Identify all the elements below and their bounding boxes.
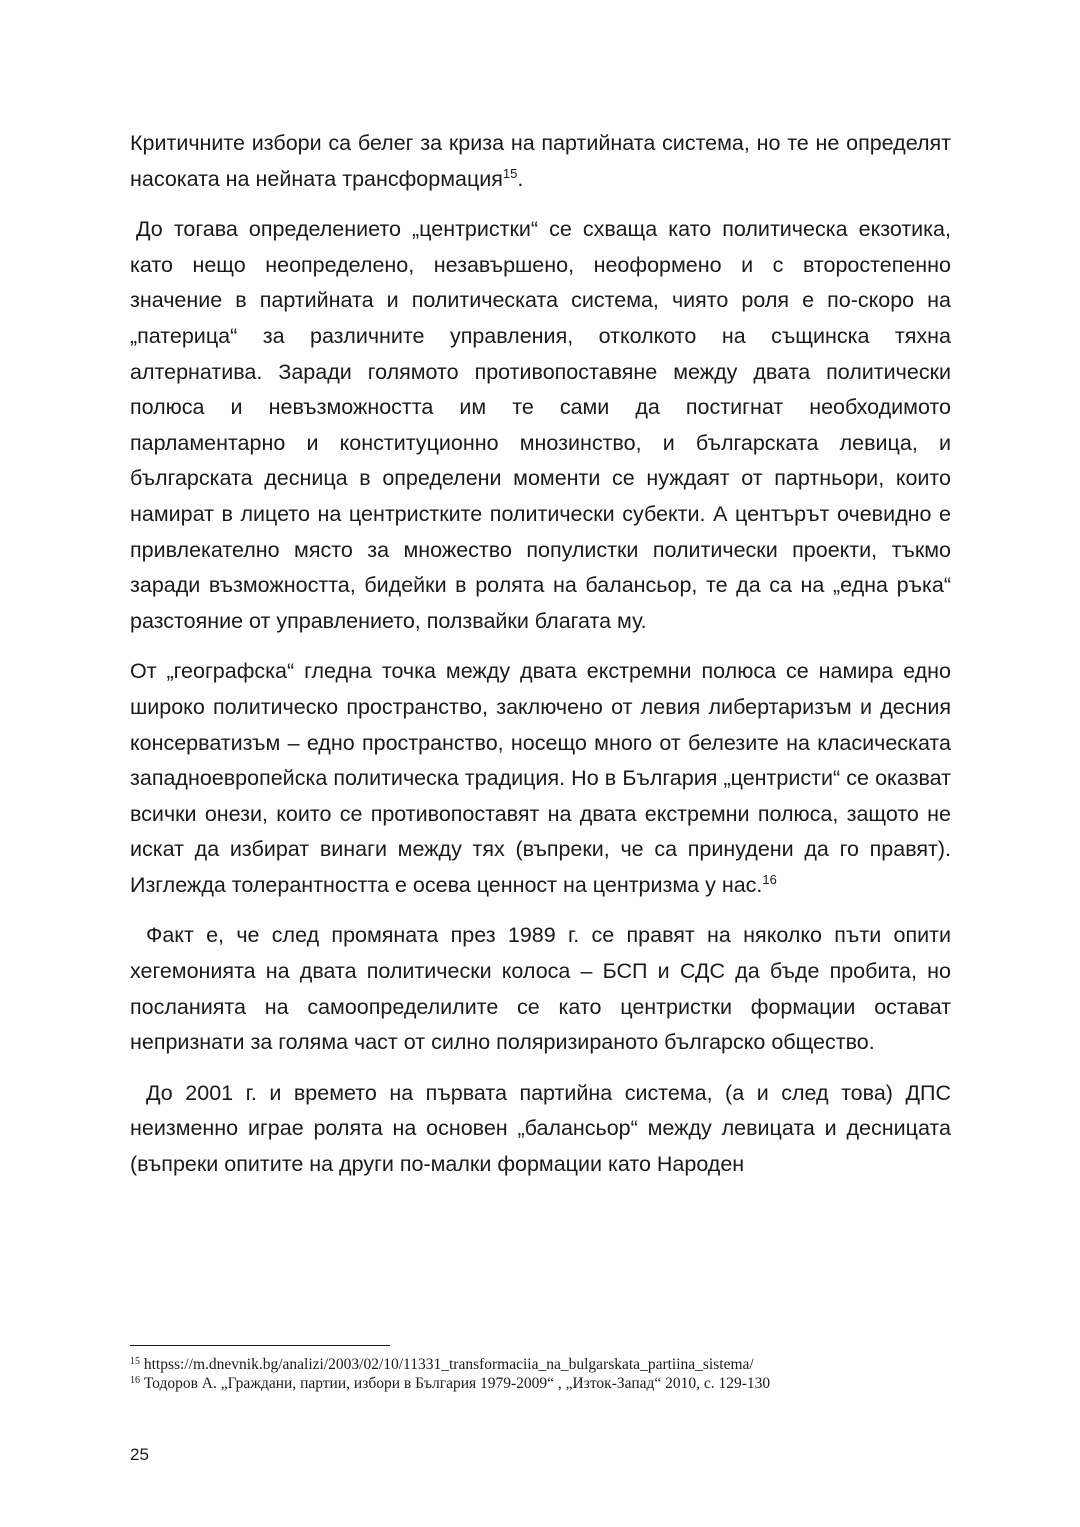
paragraph-1 — [130, 126, 951, 197]
footnote-15 — [130, 1355, 951, 1374]
paragraph-3-text: От „географска“ гледна точка между двата екстремни полюса се намира едно широко политическо пространство, заключено от левия либертаризъм и десния консерватизъм – едно пространство, носещо много от белезите на класическата западноевропейска политическа традиция. Но в България „центристи“ се оказват всички онези, които се противопоставят на двата екстремни полюса, защото не искат да избират винаги между тях (въпреки, че са принудени да го правят). Изглежда толерантността е осева ценност на центризма у нас. — [130, 659, 951, 897]
paragraph-1-text: Критичните избори са белег за криза на партийната система, но те не определят насоката на нейната трансформация — [130, 131, 951, 191]
footnote-number: 16 — [130, 1375, 140, 1386]
page-number: 25 — [130, 1445, 149, 1464]
paragraph-4-text: Факт е, че след промяната през 1989 г. се правят на няколко пъти опити хегемонията на двата политически колоса – БСП и СДС да бъде пробита, но посланията на самоопределилите се като центристки формации остават непризнати за голяма част от силно поляризираното българско общество. — [130, 923, 951, 1055]
paragraph-5 — [130, 1076, 951, 1183]
paragraph-2 — [130, 212, 951, 639]
footnote-text: httpss://m.dnevnik.bg/analizi/2003/02/10/11331_transformaciia_na_bulgarskata_partiina_sistema/ — [140, 1356, 754, 1373]
footnote-ref-15: 15 — [502, 165, 518, 181]
paragraph-2-text: До тогава определението „центристки“ се схваща като политическа екзотика, като нещо неопределено, незавършено, неоформено и с второстепенно значение в партийната и политическата система, чиято роля е по-скоро на „патерица“ за различните управления, отколкото на същинска тяхна алтернатива. Заради голямото противопоставяне между двата политически полюса и невъзможността им те сами да постигнат необходимото парламентарно и конституционно мнозинство, и българската левица, и българската десница в определени моменти се нуждаят от партньори, които намират в лицето на центристките политически субекти. А центърът очевидно е привлекателно място за множество популистки политически проекти, тъкмо заради възможността, бидейки в ролята на балансьор, те да са на „една ръка“ разстояние от управлението, ползвайки благата му. — [130, 217, 951, 633]
paragraph-5-text: До 2001 г. и времето на първата партийна система, (а и след това) ДПС неизменно играе ролята на основен „балансьор“ между левицата и десницата (въпреки опитите на други по-малки формации като Народен — [130, 1080, 951, 1177]
footnote-16 — [130, 1374, 951, 1393]
footnote-number: 15 — [130, 1356, 140, 1367]
body-text — [130, 126, 951, 1198]
footnote-separator — [130, 1345, 390, 1346]
paragraph-4 — [130, 918, 951, 1060]
footnote-ref-16: 16 — [762, 871, 777, 887]
footnotes — [130, 1355, 951, 1393]
footnote-text: Тодоров А. „Граждани, партии, избори в България 1979-2009“ , „Изток-Запад“ 2010, с. 129-130 — [140, 1375, 771, 1392]
paragraph-1-tail: . — [517, 166, 524, 191]
paragraph-3 — [130, 654, 951, 903]
